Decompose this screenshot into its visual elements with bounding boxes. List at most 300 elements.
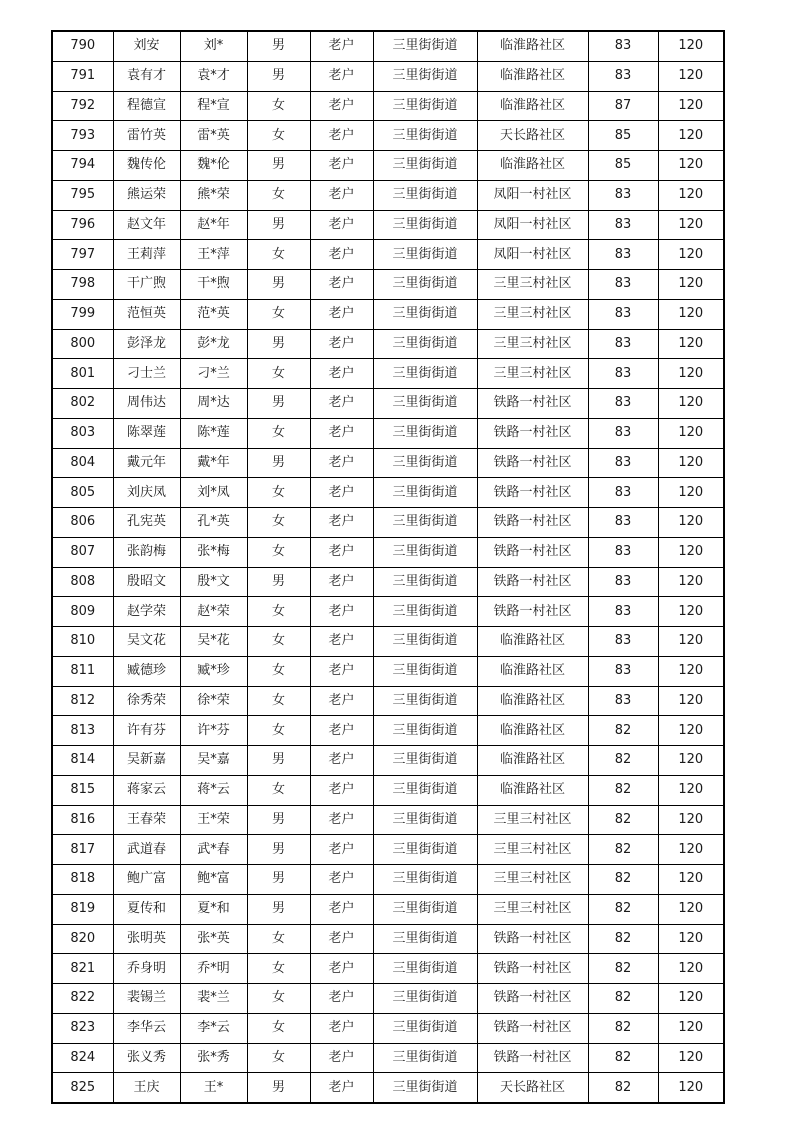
age-cell: 85 — [588, 121, 658, 151]
community-cell: 三里三村社区 — [477, 270, 588, 300]
row-number-cell: 801 — [52, 359, 113, 389]
full-name-cell: 周伟达 — [113, 389, 180, 419]
gender-cell: 男 — [247, 389, 310, 419]
row-number-cell: 805 — [52, 478, 113, 508]
community-cell: 天长路社区 — [477, 1073, 588, 1103]
household-type-cell: 老户 — [310, 537, 373, 567]
street-cell: 三里街街道 — [373, 597, 477, 627]
table-row — [52, 329, 724, 359]
street-cell: 三里街街道 — [373, 894, 477, 924]
household-type-cell: 老户 — [310, 121, 373, 151]
table-row — [52, 1073, 724, 1103]
street-cell: 三里街街道 — [373, 270, 477, 300]
community-cell: 铁路一村社区 — [477, 537, 588, 567]
gender-cell: 女 — [247, 1043, 310, 1073]
masked-name-cell: 范*英 — [180, 299, 247, 329]
row-number-cell: 795 — [52, 180, 113, 210]
street-cell: 三里街街道 — [373, 1073, 477, 1103]
community-cell: 铁路一村社区 — [477, 418, 588, 448]
gender-cell: 男 — [247, 746, 310, 776]
gender-cell: 女 — [247, 597, 310, 627]
masked-name-cell: 鲍*富 — [180, 865, 247, 895]
full-name-cell: 刁士兰 — [113, 359, 180, 389]
masked-name-cell: 蒋*云 — [180, 775, 247, 805]
age-cell: 82 — [588, 775, 658, 805]
row-number-cell: 792 — [52, 91, 113, 121]
household-type-cell: 老户 — [310, 91, 373, 121]
street-cell: 三里街街道 — [373, 865, 477, 895]
masked-name-cell: 刘*凤 — [180, 478, 247, 508]
street-cell: 三里街街道 — [373, 746, 477, 776]
street-cell: 三里街街道 — [373, 924, 477, 954]
amount-cell: 120 — [658, 686, 724, 716]
masked-name-cell: 刁*兰 — [180, 359, 247, 389]
community-cell: 临淮路社区 — [477, 775, 588, 805]
gender-cell: 女 — [247, 627, 310, 657]
amount-cell: 120 — [658, 359, 724, 389]
community-cell: 铁路一村社区 — [477, 567, 588, 597]
masked-name-cell: 程*宣 — [180, 91, 247, 121]
age-cell: 83 — [588, 537, 658, 567]
masked-name-cell: 王*萍 — [180, 240, 247, 270]
masked-name-cell: 臧*珍 — [180, 656, 247, 686]
row-number-cell: 800 — [52, 329, 113, 359]
street-cell: 三里街街道 — [373, 151, 477, 181]
amount-cell: 120 — [658, 597, 724, 627]
amount-cell: 120 — [658, 1013, 724, 1043]
gender-cell: 女 — [247, 716, 310, 746]
community-cell: 临淮路社区 — [477, 716, 588, 746]
street-cell: 三里街街道 — [373, 835, 477, 865]
row-number-cell: 797 — [52, 240, 113, 270]
household-type-cell: 老户 — [310, 389, 373, 419]
community-cell: 临淮路社区 — [477, 686, 588, 716]
amount-cell: 120 — [658, 151, 724, 181]
age-cell: 83 — [588, 299, 658, 329]
amount-cell: 120 — [658, 805, 724, 835]
masked-name-cell: 赵*荣 — [180, 597, 247, 627]
household-type-cell: 老户 — [310, 180, 373, 210]
age-cell: 83 — [588, 418, 658, 448]
row-number-cell: 813 — [52, 716, 113, 746]
age-cell: 83 — [588, 210, 658, 240]
table-row — [52, 984, 724, 1014]
age-cell: 82 — [588, 805, 658, 835]
masked-name-cell: 张*秀 — [180, 1043, 247, 1073]
amount-cell: 120 — [658, 716, 724, 746]
table-row — [52, 31, 724, 61]
gender-cell: 男 — [247, 329, 310, 359]
gender-cell: 男 — [247, 894, 310, 924]
age-cell: 83 — [588, 61, 658, 91]
full-name-cell: 程德宣 — [113, 91, 180, 121]
community-cell: 三里三村社区 — [477, 329, 588, 359]
row-number-cell: 803 — [52, 418, 113, 448]
masked-name-cell: 武*春 — [180, 835, 247, 865]
row-number-cell: 796 — [52, 210, 113, 240]
age-cell: 82 — [588, 835, 658, 865]
street-cell: 三里街街道 — [373, 121, 477, 151]
street-cell: 三里街街道 — [373, 389, 477, 419]
masked-name-cell: 王*荣 — [180, 805, 247, 835]
masked-name-cell: 魏*伦 — [180, 151, 247, 181]
row-number-cell: 819 — [52, 894, 113, 924]
full-name-cell: 戴元年 — [113, 448, 180, 478]
full-name-cell: 熊运荣 — [113, 180, 180, 210]
row-number-cell: 810 — [52, 627, 113, 657]
row-number-cell: 791 — [52, 61, 113, 91]
table-row — [52, 478, 724, 508]
gender-cell: 男 — [247, 567, 310, 597]
amount-cell: 120 — [658, 537, 724, 567]
row-number-cell: 790 — [52, 31, 113, 61]
street-cell: 三里街街道 — [373, 91, 477, 121]
row-number-cell: 811 — [52, 656, 113, 686]
gender-cell: 女 — [247, 418, 310, 448]
amount-cell: 120 — [658, 418, 724, 448]
community-cell: 三里三村社区 — [477, 805, 588, 835]
household-type-cell: 老户 — [310, 151, 373, 181]
household-type-cell: 老户 — [310, 716, 373, 746]
table-row — [52, 627, 724, 657]
amount-cell: 120 — [658, 865, 724, 895]
street-cell: 三里街街道 — [373, 567, 477, 597]
amount-cell: 120 — [658, 478, 724, 508]
street-cell: 三里街街道 — [373, 537, 477, 567]
amount-cell: 120 — [658, 31, 724, 61]
household-type-cell: 老户 — [310, 240, 373, 270]
masked-name-cell: 吴*嘉 — [180, 746, 247, 776]
masked-name-cell: 熊*荣 — [180, 180, 247, 210]
household-type-cell: 老户 — [310, 954, 373, 984]
household-type-cell: 老户 — [310, 656, 373, 686]
row-number-cell: 807 — [52, 537, 113, 567]
table-row — [52, 865, 724, 895]
masked-name-cell: 赵*年 — [180, 210, 247, 240]
age-cell: 87 — [588, 91, 658, 121]
street-cell: 三里街街道 — [373, 418, 477, 448]
community-cell: 临淮路社区 — [477, 656, 588, 686]
age-cell: 82 — [588, 865, 658, 895]
gender-cell: 女 — [247, 180, 310, 210]
gender-cell: 男 — [247, 31, 310, 61]
age-cell: 83 — [588, 270, 658, 300]
age-cell: 83 — [588, 597, 658, 627]
amount-cell: 120 — [658, 1073, 724, 1103]
gender-cell: 女 — [247, 984, 310, 1014]
gender-cell: 男 — [247, 1073, 310, 1103]
amount-cell: 120 — [658, 835, 724, 865]
full-name-cell: 殷昭文 — [113, 567, 180, 597]
age-cell: 82 — [588, 1013, 658, 1043]
row-number-cell: 809 — [52, 597, 113, 627]
table-row — [52, 567, 724, 597]
full-name-cell: 李华云 — [113, 1013, 180, 1043]
gender-cell: 女 — [247, 478, 310, 508]
row-number-cell: 815 — [52, 775, 113, 805]
amount-cell: 120 — [658, 91, 724, 121]
table-row — [52, 835, 724, 865]
household-type-cell: 老户 — [310, 329, 373, 359]
full-name-cell: 刘庆凤 — [113, 478, 180, 508]
full-name-cell: 雷竹英 — [113, 121, 180, 151]
full-name-cell: 许有芬 — [113, 716, 180, 746]
full-name-cell: 干广煦 — [113, 270, 180, 300]
table-row — [52, 240, 724, 270]
full-name-cell: 吴新嘉 — [113, 746, 180, 776]
row-number-cell: 808 — [52, 567, 113, 597]
household-type-cell: 老户 — [310, 210, 373, 240]
age-cell: 83 — [588, 508, 658, 538]
masked-name-cell: 陈*莲 — [180, 418, 247, 448]
gender-cell: 女 — [247, 299, 310, 329]
gender-cell: 男 — [247, 270, 310, 300]
community-cell: 凤阳一村社区 — [477, 210, 588, 240]
full-name-cell: 赵文年 — [113, 210, 180, 240]
community-cell: 临淮路社区 — [477, 627, 588, 657]
amount-cell: 120 — [658, 180, 724, 210]
age-cell: 85 — [588, 151, 658, 181]
street-cell: 三里街街道 — [373, 61, 477, 91]
gender-cell: 女 — [247, 686, 310, 716]
household-type-cell: 老户 — [310, 31, 373, 61]
table-body — [52, 31, 724, 1103]
household-type-cell: 老户 — [310, 359, 373, 389]
gender-cell: 女 — [247, 508, 310, 538]
table-row — [52, 508, 724, 538]
table-row — [52, 537, 724, 567]
community-cell: 铁路一村社区 — [477, 984, 588, 1014]
gender-cell: 女 — [247, 91, 310, 121]
full-name-cell: 魏传伦 — [113, 151, 180, 181]
household-type-cell: 老户 — [310, 270, 373, 300]
community-cell: 三里三村社区 — [477, 835, 588, 865]
gender-cell: 男 — [247, 61, 310, 91]
masked-name-cell: 吴*花 — [180, 627, 247, 657]
table-row — [52, 954, 724, 984]
full-name-cell: 武道春 — [113, 835, 180, 865]
age-cell: 83 — [588, 389, 658, 419]
age-cell: 82 — [588, 1043, 658, 1073]
gender-cell: 男 — [247, 448, 310, 478]
age-cell: 82 — [588, 954, 658, 984]
row-number-cell: 799 — [52, 299, 113, 329]
subsidy-list-table-wrapper — [51, 30, 725, 1104]
street-cell: 三里街街道 — [373, 984, 477, 1014]
street-cell: 三里街街道 — [373, 805, 477, 835]
table-row — [52, 924, 724, 954]
full-name-cell: 孔宪英 — [113, 508, 180, 538]
masked-name-cell: 李*云 — [180, 1013, 247, 1043]
community-cell: 凤阳一村社区 — [477, 240, 588, 270]
masked-name-cell: 袁*才 — [180, 61, 247, 91]
masked-name-cell: 雷*英 — [180, 121, 247, 151]
age-cell: 83 — [588, 567, 658, 597]
gender-cell: 男 — [247, 835, 310, 865]
gender-cell: 女 — [247, 1013, 310, 1043]
community-cell: 铁路一村社区 — [477, 389, 588, 419]
row-number-cell: 798 — [52, 270, 113, 300]
row-number-cell: 793 — [52, 121, 113, 151]
row-number-cell: 822 — [52, 984, 113, 1014]
full-name-cell: 乔身明 — [113, 954, 180, 984]
community-cell: 临淮路社区 — [477, 91, 588, 121]
amount-cell: 120 — [658, 954, 724, 984]
row-number-cell: 804 — [52, 448, 113, 478]
table-row — [52, 180, 724, 210]
row-number-cell: 814 — [52, 746, 113, 776]
gender-cell: 女 — [247, 775, 310, 805]
gender-cell: 男 — [247, 805, 310, 835]
amount-cell: 120 — [658, 1043, 724, 1073]
table-row — [52, 121, 724, 151]
street-cell: 三里街街道 — [373, 210, 477, 240]
age-cell: 82 — [588, 894, 658, 924]
full-name-cell: 袁有才 — [113, 61, 180, 91]
community-cell: 铁路一村社区 — [477, 508, 588, 538]
masked-name-cell: 孔*英 — [180, 508, 247, 538]
household-type-cell: 老户 — [310, 418, 373, 448]
community-cell: 临淮路社区 — [477, 31, 588, 61]
household-type-cell: 老户 — [310, 1013, 373, 1043]
street-cell: 三里街街道 — [373, 1043, 477, 1073]
masked-name-cell: 周*达 — [180, 389, 247, 419]
row-number-cell: 823 — [52, 1013, 113, 1043]
community-cell: 天长路社区 — [477, 121, 588, 151]
community-cell: 铁路一村社区 — [477, 1013, 588, 1043]
amount-cell: 120 — [658, 299, 724, 329]
table-row — [52, 270, 724, 300]
community-cell: 三里三村社区 — [477, 894, 588, 924]
table-row — [52, 775, 724, 805]
street-cell: 三里街街道 — [373, 359, 477, 389]
household-type-cell: 老户 — [310, 61, 373, 91]
table-row — [52, 1043, 724, 1073]
full-name-cell: 王庆 — [113, 1073, 180, 1103]
household-type-cell: 老户 — [310, 746, 373, 776]
gender-cell: 女 — [247, 656, 310, 686]
household-type-cell: 老户 — [310, 567, 373, 597]
full-name-cell: 臧德珍 — [113, 656, 180, 686]
street-cell: 三里街街道 — [373, 478, 477, 508]
amount-cell: 120 — [658, 656, 724, 686]
street-cell: 三里街街道 — [373, 299, 477, 329]
household-type-cell: 老户 — [310, 835, 373, 865]
masked-name-cell: 王* — [180, 1073, 247, 1103]
gender-cell: 女 — [247, 240, 310, 270]
age-cell: 83 — [588, 686, 658, 716]
masked-name-cell: 裴*兰 — [180, 984, 247, 1014]
street-cell: 三里街街道 — [373, 954, 477, 984]
amount-cell: 120 — [658, 894, 724, 924]
household-type-cell: 老户 — [310, 299, 373, 329]
street-cell: 三里街街道 — [373, 329, 477, 359]
amount-cell: 120 — [658, 210, 724, 240]
street-cell: 三里街街道 — [373, 180, 477, 210]
full-name-cell: 蒋家云 — [113, 775, 180, 805]
table-row — [52, 91, 724, 121]
household-type-cell: 老户 — [310, 686, 373, 716]
household-type-cell: 老户 — [310, 894, 373, 924]
masked-name-cell: 夏*和 — [180, 894, 247, 924]
age-cell: 82 — [588, 984, 658, 1014]
table-row — [52, 716, 724, 746]
gender-cell: 女 — [247, 954, 310, 984]
row-number-cell: 824 — [52, 1043, 113, 1073]
full-name-cell: 陈翠莲 — [113, 418, 180, 448]
table-row — [52, 210, 724, 240]
full-name-cell: 王莉萍 — [113, 240, 180, 270]
community-cell: 铁路一村社区 — [477, 1043, 588, 1073]
street-cell: 三里街街道 — [373, 656, 477, 686]
row-number-cell: 794 — [52, 151, 113, 181]
amount-cell: 120 — [658, 389, 724, 419]
amount-cell: 120 — [658, 448, 724, 478]
amount-cell: 120 — [658, 567, 724, 597]
community-cell: 临淮路社区 — [477, 746, 588, 776]
age-cell: 83 — [588, 359, 658, 389]
amount-cell: 120 — [658, 746, 724, 776]
household-type-cell: 老户 — [310, 984, 373, 1014]
age-cell: 83 — [588, 656, 658, 686]
amount-cell: 120 — [658, 61, 724, 91]
gender-cell: 男 — [247, 151, 310, 181]
table-row — [52, 597, 724, 627]
community-cell: 三里三村社区 — [477, 299, 588, 329]
amount-cell: 120 — [658, 121, 724, 151]
street-cell: 三里街街道 — [373, 1013, 477, 1043]
full-name-cell: 范恒英 — [113, 299, 180, 329]
row-number-cell: 818 — [52, 865, 113, 895]
table-row — [52, 805, 724, 835]
subsidy-list-table — [51, 30, 725, 1104]
household-type-cell: 老户 — [310, 597, 373, 627]
age-cell: 83 — [588, 448, 658, 478]
table-row — [52, 1013, 724, 1043]
age-cell: 83 — [588, 329, 658, 359]
household-type-cell: 老户 — [310, 627, 373, 657]
community-cell: 临淮路社区 — [477, 61, 588, 91]
masked-name-cell: 张*英 — [180, 924, 247, 954]
full-name-cell: 王春荣 — [113, 805, 180, 835]
household-type-cell: 老户 — [310, 775, 373, 805]
gender-cell: 女 — [247, 924, 310, 954]
community-cell: 三里三村社区 — [477, 359, 588, 389]
amount-cell: 120 — [658, 508, 724, 538]
household-type-cell: 老户 — [310, 1043, 373, 1073]
full-name-cell: 张韵梅 — [113, 537, 180, 567]
amount-cell: 120 — [658, 329, 724, 359]
amount-cell: 120 — [658, 270, 724, 300]
household-type-cell: 老户 — [310, 508, 373, 538]
community-cell: 临淮路社区 — [477, 151, 588, 181]
street-cell: 三里街街道 — [373, 31, 477, 61]
street-cell: 三里街街道 — [373, 627, 477, 657]
amount-cell: 120 — [658, 775, 724, 805]
row-number-cell: 821 — [52, 954, 113, 984]
street-cell: 三里街街道 — [373, 775, 477, 805]
row-number-cell: 802 — [52, 389, 113, 419]
age-cell: 83 — [588, 240, 658, 270]
community-cell: 铁路一村社区 — [477, 478, 588, 508]
household-type-cell: 老户 — [310, 448, 373, 478]
masked-name-cell: 张*梅 — [180, 537, 247, 567]
row-number-cell: 825 — [52, 1073, 113, 1103]
masked-name-cell: 干*煦 — [180, 270, 247, 300]
community-cell: 凤阳一村社区 — [477, 180, 588, 210]
masked-name-cell: 徐*荣 — [180, 686, 247, 716]
row-number-cell: 806 — [52, 508, 113, 538]
